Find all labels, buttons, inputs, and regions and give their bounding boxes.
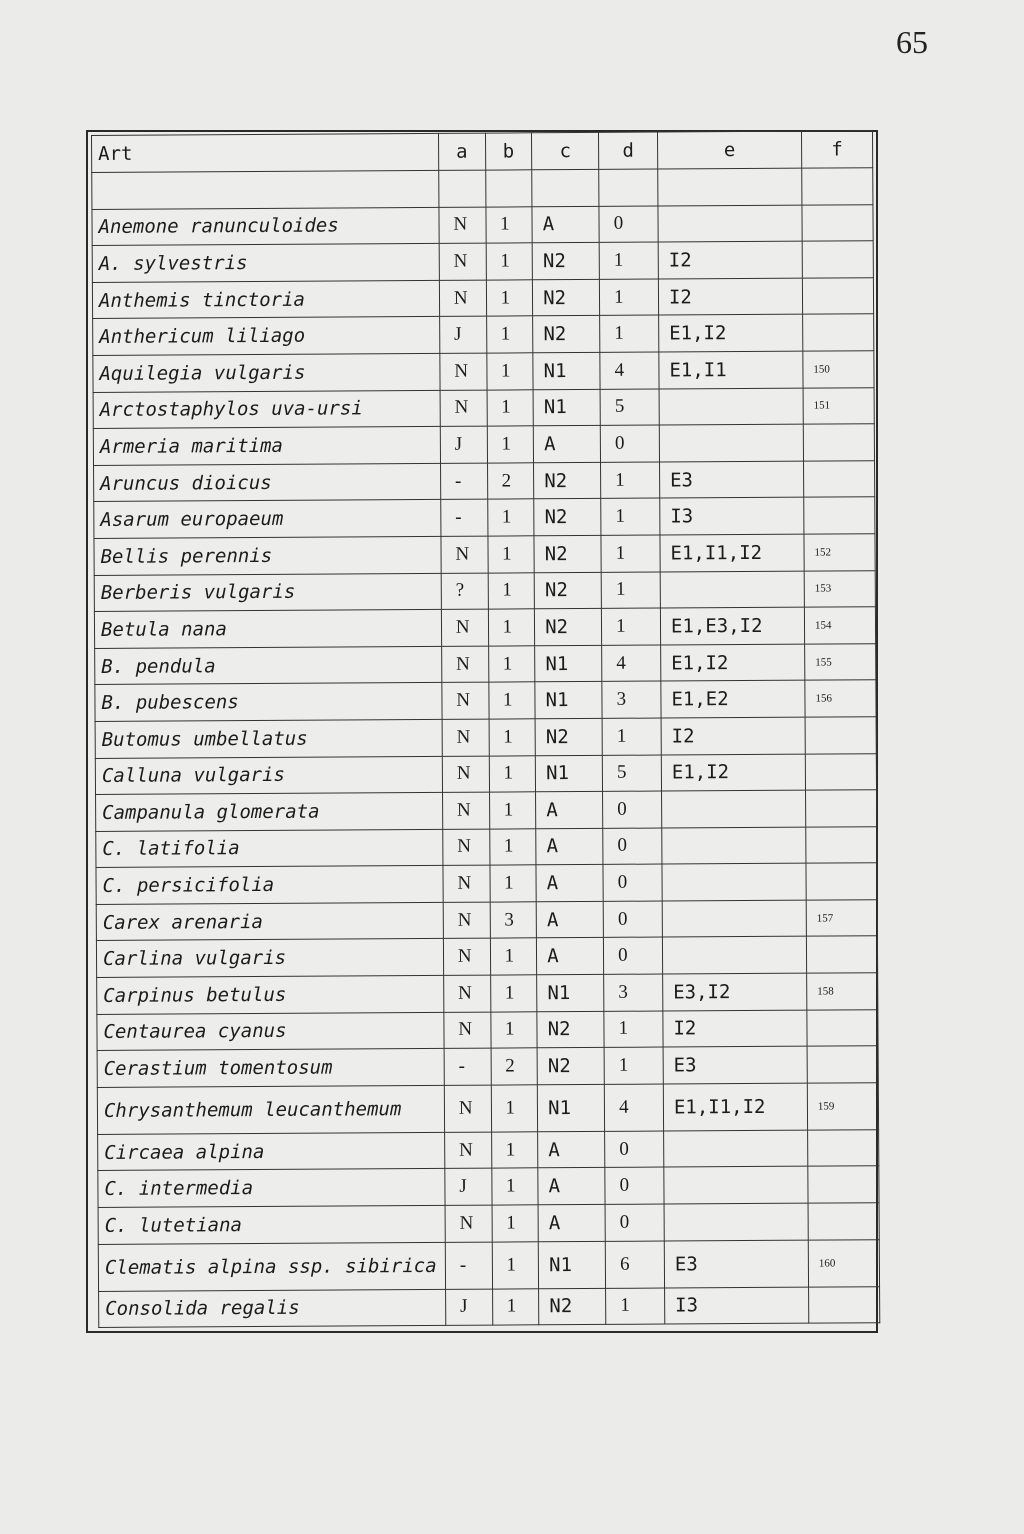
- cell-a: N: [442, 682, 489, 719]
- cell-f: [806, 826, 877, 863]
- cell-c: N1: [538, 1241, 605, 1288]
- cell-c: N2: [534, 572, 601, 609]
- cell-f: [802, 204, 873, 241]
- species-name-cell: Cerastium tomentosum: [97, 1049, 444, 1088]
- cell-b: 1: [491, 1085, 538, 1132]
- cell-a: N: [444, 1012, 491, 1049]
- cell-e: E3: [664, 1240, 808, 1288]
- table-row: [94, 497, 875, 538]
- cell-e: [661, 790, 805, 827]
- cell-d: 1: [601, 535, 660, 572]
- cell-c: N2: [533, 316, 600, 353]
- cell-e: [662, 863, 806, 900]
- cell-d: 0: [605, 1167, 664, 1204]
- cell-b: 1: [487, 536, 534, 573]
- table-row: [97, 1009, 878, 1050]
- cell-f: [809, 1286, 880, 1323]
- cell-f: 150: [803, 351, 874, 388]
- cell-c: N2: [535, 718, 602, 755]
- species-name-cell: C. persicifolia: [96, 866, 443, 905]
- species-name-cell: Chrysanthemum leucanthemum: [97, 1085, 444, 1134]
- species-name-cell: Carex arenaria: [96, 902, 443, 941]
- cell-e: E1,I2: [661, 754, 805, 791]
- cell-e: I3: [660, 497, 804, 534]
- cell-e: [658, 205, 802, 242]
- cell-c: N2: [535, 609, 602, 646]
- cell-a: -: [441, 499, 488, 536]
- cell-e: E3: [663, 1046, 807, 1083]
- table-row: [97, 1046, 878, 1087]
- table-row: [95, 717, 876, 758]
- cell-a: N: [440, 390, 487, 427]
- cell-b: 1: [490, 975, 537, 1012]
- cell-b: 1: [489, 828, 536, 865]
- species-name-cell: A. sylvestris: [92, 244, 439, 283]
- cell-a: N: [440, 353, 487, 390]
- cell-d: 6: [605, 1241, 664, 1288]
- cell-b: 1: [486, 316, 533, 353]
- species-name-cell: Aruncus dioicus: [94, 463, 441, 502]
- cell-f: 158: [807, 973, 878, 1010]
- cell-b: 1: [491, 1168, 538, 1205]
- cell-c: A: [538, 1204, 605, 1241]
- cell-d: 5: [600, 389, 659, 426]
- cell-b: 1: [490, 938, 537, 975]
- cell-d: 1: [602, 608, 661, 645]
- cell-f: 160: [808, 1239, 879, 1286]
- cell-b: 1: [489, 755, 536, 792]
- cell-c: A: [537, 938, 604, 975]
- cell-b: 1: [487, 426, 534, 463]
- cell-d: 1: [606, 1288, 665, 1325]
- table-row: [93, 387, 874, 428]
- cell-d: 1: [604, 1047, 663, 1084]
- cell-e: E1,I1,I2: [663, 1083, 807, 1131]
- table-row: [94, 570, 875, 611]
- cell-a: ?: [441, 573, 488, 610]
- cell-b: 1: [489, 719, 536, 756]
- cell-d: 1: [601, 572, 660, 609]
- header-row: [92, 131, 873, 172]
- table-row: [92, 278, 873, 319]
- cell-a: N: [443, 939, 490, 976]
- cell-a: N: [443, 865, 490, 902]
- cell-d: 3: [602, 681, 661, 718]
- cell-e: E1,E3,I2: [660, 607, 804, 644]
- cell-e: [662, 827, 806, 864]
- cell-b: 1: [486, 243, 533, 280]
- cell-f: [804, 497, 875, 534]
- cell-e: [659, 424, 803, 461]
- cell-c: A: [538, 1131, 605, 1168]
- cell-c: N1: [537, 1084, 604, 1131]
- cell-d: 4: [604, 1084, 663, 1131]
- species-name-cell: Clematis alpina ssp. sibirica: [98, 1242, 445, 1291]
- cell-f: [802, 241, 873, 278]
- header-spacer-row: [92, 167, 873, 209]
- table-row: [94, 607, 875, 648]
- cell-a: N: [439, 243, 486, 280]
- cell-b: 1: [486, 280, 533, 317]
- cell-a: N: [442, 719, 489, 756]
- cell-f: 151: [803, 387, 874, 424]
- cell-e: [662, 900, 806, 937]
- cell-b: 1: [492, 1205, 539, 1242]
- cell-c: N2: [537, 1048, 604, 1085]
- cell-d: 0: [603, 791, 662, 828]
- species-name-cell: Bellis perennis: [94, 536, 441, 575]
- cell-f: [805, 753, 876, 790]
- cell-f: [808, 1166, 879, 1203]
- cell-b: 1: [487, 389, 534, 426]
- cell-e: [664, 1167, 808, 1204]
- species-name-cell: Centaurea cyanus: [97, 1012, 444, 1051]
- cell-e: [662, 937, 806, 974]
- cell-e: [664, 1203, 808, 1240]
- cell-d: 0: [599, 206, 658, 243]
- cell-e: E1,I1,I2: [660, 534, 804, 571]
- cell-a: N: [444, 1132, 491, 1169]
- cell-c: A: [536, 791, 603, 828]
- table-row: [95, 643, 876, 684]
- cell-f: [808, 1130, 879, 1167]
- cell-a: N: [439, 207, 486, 244]
- table-row: [96, 900, 877, 941]
- species-name-cell: Berberis vulgaris: [94, 573, 441, 612]
- cell-c: N2: [532, 243, 599, 280]
- cell-d: 4: [602, 645, 661, 682]
- cell-e: I2: [663, 1010, 807, 1047]
- cell-c: N2: [539, 1288, 606, 1325]
- cell-c: N2: [534, 462, 601, 499]
- cell-e: [660, 571, 804, 608]
- cell-b: 2: [487, 463, 534, 500]
- table-row: [94, 534, 875, 575]
- cell-c: N1: [533, 352, 600, 389]
- cell-d: 0: [603, 828, 662, 865]
- column-header-b: b: [485, 133, 532, 170]
- column-header-d: d: [599, 132, 658, 169]
- cell-a: J: [439, 316, 486, 353]
- species-name-cell: Arctostaphylos uva-ursi: [93, 390, 440, 429]
- cell-a: -: [444, 1048, 491, 1085]
- cell-f: 155: [805, 643, 876, 680]
- column-header-e: e: [657, 131, 801, 168]
- cell-c: A: [536, 865, 603, 902]
- cell-c: N1: [535, 682, 602, 719]
- table-row: [95, 753, 876, 794]
- cell-b: 2: [491, 1048, 538, 1085]
- table-row: [93, 314, 874, 355]
- species-name-cell: Asarum europaeum: [94, 500, 441, 539]
- cell-d: 0: [604, 937, 663, 974]
- cell-c: A: [538, 1168, 605, 1205]
- cell-c: N2: [537, 1011, 604, 1048]
- cell-d: 0: [603, 864, 662, 901]
- column-header-art: Art: [92, 133, 439, 172]
- cell-f: [805, 717, 876, 754]
- cell-b: 1: [485, 206, 532, 243]
- cell-f: 154: [804, 607, 875, 644]
- cell-a: N: [442, 792, 489, 829]
- cell-f: [803, 314, 874, 351]
- cell-f: [806, 936, 877, 973]
- cell-e: E1,I2: [659, 315, 803, 352]
- cell-f: 152: [804, 534, 875, 571]
- cell-c: A: [536, 901, 603, 938]
- species-name-cell: Carlina vulgaris: [96, 939, 443, 978]
- cell-d: 5: [602, 755, 661, 792]
- table-row: [94, 460, 875, 501]
- cell-c: N2: [534, 535, 601, 572]
- table-row: [96, 936, 877, 977]
- cell-f: [803, 460, 874, 497]
- cell-b: 1: [488, 572, 535, 609]
- cell-d: 1: [604, 1011, 663, 1048]
- table-row: [92, 241, 873, 282]
- cell-c: N1: [537, 974, 604, 1011]
- cell-d: 1: [600, 315, 659, 352]
- cell-e: E1,I1: [659, 351, 803, 388]
- cell-b: 1: [488, 682, 535, 719]
- cell-f: [808, 1203, 879, 1240]
- cell-c: N1: [535, 645, 602, 682]
- cell-f: 157: [806, 900, 877, 937]
- table-row: [97, 973, 878, 1014]
- species-name-cell: Campanula glomerata: [96, 792, 443, 831]
- cell-e: E1,I2: [661, 644, 805, 681]
- cell-b: 1: [488, 609, 535, 646]
- cell-f: [802, 278, 873, 315]
- cell-d: 0: [600, 425, 659, 462]
- species-table-frame: [86, 130, 878, 1333]
- cell-b: 1: [488, 646, 535, 683]
- column-header-c: c: [532, 132, 599, 169]
- table-row: [96, 826, 877, 867]
- species-name-cell: Anthemis tinctoria: [92, 280, 439, 319]
- cell-f: [807, 1046, 878, 1083]
- species-name-cell: Circaea alpina: [98, 1132, 445, 1171]
- cell-a: N: [441, 609, 488, 646]
- cell-c: A: [532, 206, 599, 243]
- cell-a: J: [445, 1169, 492, 1206]
- species-name-cell: Consolida regalis: [99, 1289, 446, 1328]
- cell-b: 3: [490, 902, 537, 939]
- cell-a: J: [445, 1289, 492, 1326]
- table-row: [98, 1239, 879, 1291]
- cell-b: 1: [489, 792, 536, 829]
- species-name-cell: Armeria maritima: [93, 427, 440, 466]
- cell-b: 1: [492, 1241, 539, 1288]
- cell-a: N: [443, 902, 490, 939]
- table-row: [96, 790, 877, 831]
- species-name-cell: B. pendula: [95, 646, 442, 685]
- cell-e: E1,E2: [661, 680, 805, 717]
- species-name-cell: Calluna vulgaris: [95, 756, 442, 795]
- species-table: [91, 130, 880, 1328]
- cell-b: 1: [486, 353, 533, 390]
- cell-c: N2: [533, 279, 600, 316]
- species-name-cell: Aquilegia vulgaris: [93, 353, 440, 392]
- table-row: [92, 204, 873, 245]
- species-name-cell: C. latifolia: [96, 829, 443, 868]
- cell-d: 0: [603, 901, 662, 938]
- cell-c: A: [533, 426, 600, 463]
- table-row: [97, 1083, 878, 1135]
- cell-d: 1: [601, 462, 660, 499]
- table-row: [99, 1286, 880, 1327]
- page-number: 65: [896, 24, 928, 60]
- cell-b: 1: [492, 1288, 539, 1325]
- table-row: [98, 1203, 879, 1244]
- cell-b: 1: [487, 499, 534, 536]
- table-row: [93, 424, 874, 465]
- cell-a: N: [441, 536, 488, 573]
- cell-d: 1: [602, 718, 661, 755]
- cell-b: 1: [491, 1132, 538, 1169]
- cell-d: 0: [605, 1131, 664, 1168]
- species-name-cell: Betula nana: [94, 609, 441, 648]
- cell-e: I2: [661, 717, 805, 754]
- cell-f: [807, 1009, 878, 1046]
- table-row: [95, 680, 876, 721]
- cell-f: [803, 424, 874, 461]
- cell-e: E3: [659, 461, 803, 498]
- species-name-cell: B. pubescens: [95, 683, 442, 722]
- cell-e: [664, 1130, 808, 1167]
- cell-c: A: [536, 828, 603, 865]
- cell-a: N: [442, 756, 489, 793]
- cell-c: N1: [535, 755, 602, 792]
- cell-a: J: [440, 426, 487, 463]
- cell-e: I2: [658, 241, 802, 278]
- cell-b: 1: [490, 1011, 537, 1048]
- cell-e: I3: [665, 1287, 809, 1324]
- cell-b: 1: [490, 865, 537, 902]
- cell-a: -: [440, 463, 487, 500]
- cell-d: 1: [599, 242, 658, 279]
- cell-a: -: [445, 1242, 492, 1289]
- cell-a: N: [444, 975, 491, 1012]
- cell-d: 3: [604, 974, 663, 1011]
- species-name-cell: Anthericum liliago: [93, 317, 440, 356]
- cell-d: 0: [605, 1204, 664, 1241]
- cell-a: N: [443, 829, 490, 866]
- cell-a: N: [445, 1205, 492, 1242]
- cell-f: [805, 790, 876, 827]
- cell-f: 159: [807, 1083, 878, 1130]
- cell-f: 153: [804, 570, 875, 607]
- cell-e: E3,I2: [663, 973, 807, 1010]
- cell-c: N1: [533, 389, 600, 426]
- species-name-cell: C. lutetiana: [98, 1205, 445, 1244]
- column-header-f: f: [801, 131, 872, 168]
- table-row: [93, 351, 874, 392]
- cell-a: N: [439, 280, 486, 317]
- species-name-cell: Anemone ranunculoides: [92, 207, 439, 246]
- cell-f: [806, 863, 877, 900]
- cell-e: [659, 388, 803, 425]
- species-name-cell: Butomus umbellatus: [95, 719, 442, 758]
- species-name-cell: Carpinus betulus: [97, 975, 444, 1014]
- cell-d: 1: [600, 279, 659, 316]
- cell-a: N: [444, 1085, 491, 1132]
- cell-c: N2: [534, 499, 601, 536]
- cell-f: 156: [805, 680, 876, 717]
- species-name-cell: C. intermedia: [98, 1169, 445, 1208]
- cell-d: 1: [601, 498, 660, 535]
- cell-a: N: [442, 646, 489, 683]
- cell-e: I2: [658, 278, 802, 315]
- table-row: [98, 1166, 879, 1207]
- table-row: [96, 863, 877, 904]
- cell-d: 4: [600, 352, 659, 389]
- table-row: [98, 1130, 879, 1171]
- column-header-a: a: [438, 133, 485, 170]
